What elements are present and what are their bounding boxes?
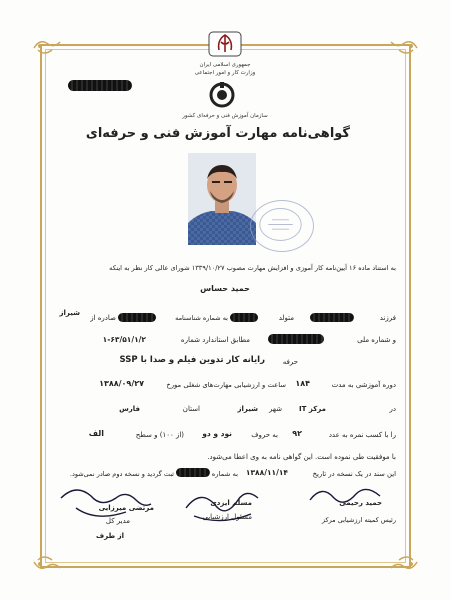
label-horoof: به حروف [251, 431, 278, 439]
evaluation-date: ۱۳۸۸/۰۹/۲۷ [99, 379, 144, 388]
score-words: نود و دو [202, 429, 232, 438]
signer-left-name: مرتضی میرزایی [98, 504, 154, 512]
signer-left-title: مدیر کل [105, 517, 130, 525]
label-farzand: فرزند [379, 314, 396, 322]
completion-text: با موفقیت طی نموده است. این گواهی نامه به وی اعطا می‌شود. [207, 453, 396, 461]
birth-city: شیراز [59, 309, 80, 317]
training-center: مرکز IT [299, 405, 326, 413]
issue-date: ۱۳۸۸/۱۱/۱۴ [245, 468, 288, 477]
org-name: سازمان آموزش فنی و حرفه‌ای کشور [182, 113, 268, 119]
score-level: الف [88, 429, 104, 438]
corner-ornament-icon [32, 552, 62, 574]
corner-ornament-icon [389, 36, 419, 58]
intro-text: به استناد ماده ۱۶ آیین‌نامه کار آموزی و افزایش مهارت مصوب ۱۳۳۹/۱۰/۲۷ شورای عالی کار نظر به اینکه [109, 264, 396, 272]
redacted-reg-number [176, 468, 210, 477]
ministry-text: وزارت کار و امور اجتماعی [194, 70, 256, 76]
redacted-birthdate [230, 313, 258, 322]
redacted-field [68, 80, 132, 91]
score-number: ۹۲ [292, 429, 302, 438]
standard-code: ۱-۶۳/۵۱/۱/۲ [102, 335, 146, 344]
label-melli: و شماره ملی [357, 336, 396, 344]
label-herfe: حرفه [282, 358, 298, 366]
label-kasb: را با کسب نمره به عدد [328, 431, 396, 439]
signer-right-title: رئیس کمیته ارزشیابی مرکز [321, 516, 396, 524]
label-motevaled: متولد [278, 314, 294, 322]
signer-middle-name: مسلم ایزدی [210, 499, 252, 507]
corner-ornament-icon [32, 36, 62, 58]
label-standard: مطابق استاندارد شماره [180, 336, 250, 344]
province: فارس [119, 405, 140, 413]
org-logo-icon [207, 82, 237, 108]
certificate-title: گواهی‌نامه مهارت آموزش فنی و حرفه‌ای [85, 126, 350, 141]
label-shahr: شهر [269, 405, 282, 413]
holder-name: حمید حساس [200, 284, 250, 293]
label-evaluation: ساعت و ارزشیابی مهارت‌های شغلی مورخ [166, 381, 286, 389]
redacted-national-id [268, 334, 324, 344]
label-ostan: استان [182, 405, 200, 413]
signer-left-sub: از طرف [96, 532, 124, 540]
label-dore: دوره آموزشی به مدت [331, 381, 396, 389]
registration-note: ثبت گردید و نسخه دوم صادر نمی‌شود. [69, 470, 174, 478]
corner-ornament-icon [389, 552, 419, 574]
job-title: رایانه کار تدوین فیلم و صدا با SSP [119, 355, 265, 365]
label-reg-number: به شماره [211, 470, 238, 478]
label-level: (از ۱۰۰) و سطح [135, 431, 184, 439]
center-city: شیراز [237, 405, 258, 413]
redacted-father-name [310, 313, 354, 322]
republic-text: جمهوری اسلامی ایران [199, 62, 251, 68]
signer-right-name: حمید رحیمی [339, 499, 382, 507]
holder-photo [188, 153, 256, 245]
stamp-icon [250, 200, 314, 252]
label-sadere: صادره از [90, 314, 116, 322]
label-dar: در [389, 405, 396, 413]
course-hours: ۱۸۴ [295, 379, 310, 388]
iran-emblem-icon [205, 30, 245, 58]
redacted-id-number [118, 313, 156, 322]
label-issue-date: این سند در یک نسخه در تاریخ [312, 470, 396, 478]
signer-middle-title: مسئول ارزشیابی [202, 513, 252, 521]
label-shenasname: به شماره شناسنامه [175, 314, 228, 322]
